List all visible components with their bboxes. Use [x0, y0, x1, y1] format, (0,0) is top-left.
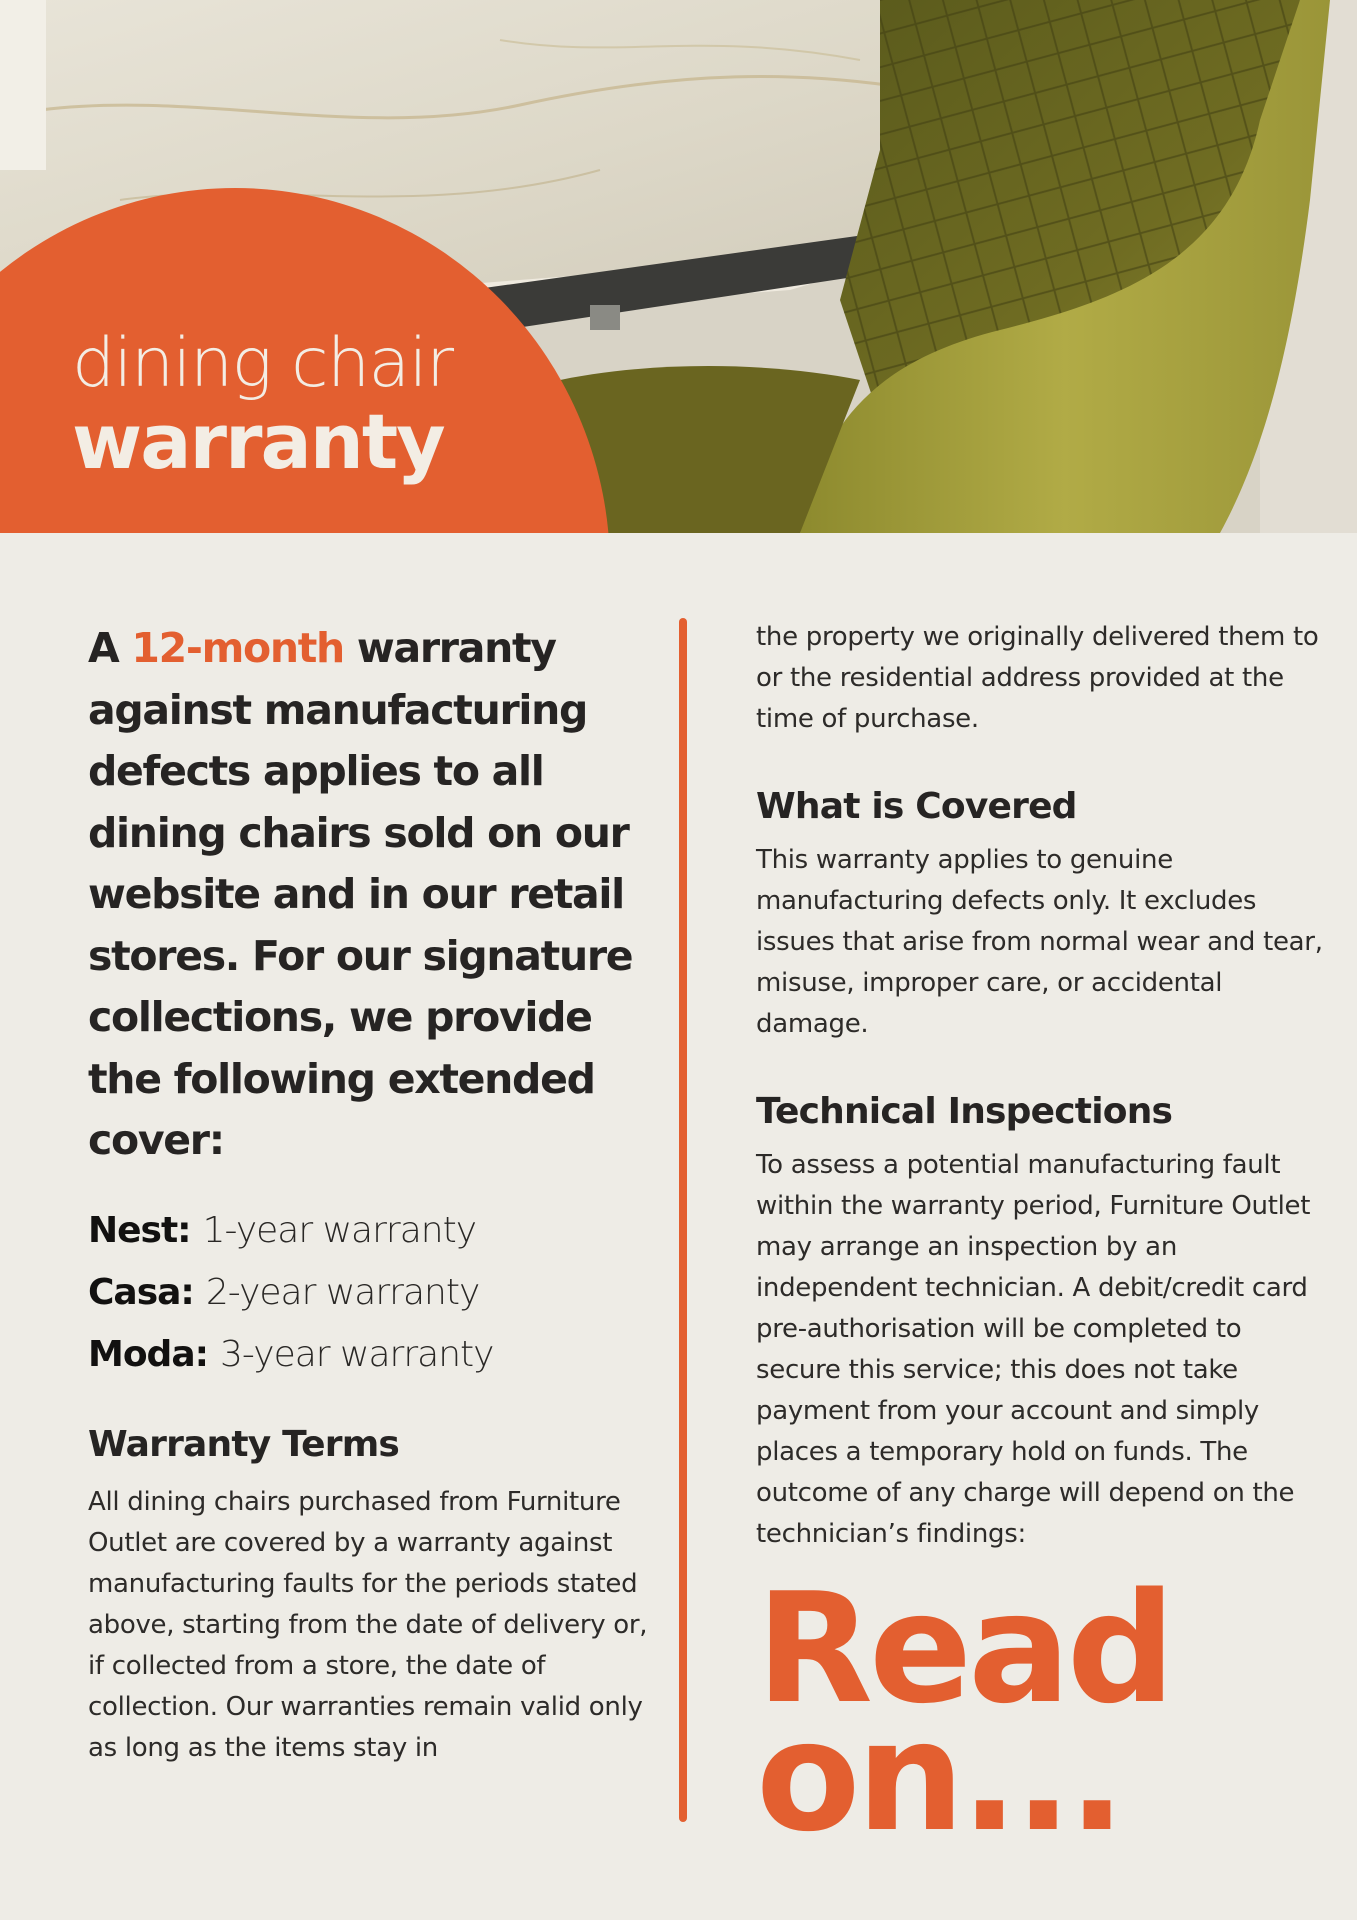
read-on-callout [756, 1560, 1326, 1865]
intro-statement [88, 618, 648, 1172]
title-line-2: warranty [72, 397, 444, 486]
warranty-terms-body: All dining chairs purchased from Furniture Outlet are covered by a warranty against manufacturing faults for the periods stated above, starting from the date of delivery or, if collected from a store, the date of collection. Our warranties remain valid only as long as the items stay in [88, 1486, 648, 1763]
collection-name: Nest: [88, 1209, 191, 1251]
warranty-terms-body-continued: the property we originally delivered them to or the residential address provided at the time of purchase. [756, 622, 1319, 734]
title-line-1: dining chair [72, 324, 453, 403]
collection-name: Moda: [88, 1333, 209, 1375]
collection-term: 2-year warranty [205, 1271, 480, 1313]
technical-inspections-heading: Technical Inspections [756, 1091, 1173, 1132]
technical-inspections-body: To assess a potential manufacturing fault within the warranty period, Furniture Outlet may arrange an inspection by an independent technician. A debit/credit card pre-authorisation will be completed to secure this service; this does not take payment from your account and simply places a temporary hold on funds. The outcome of any charge will depend on the technician’s findings: [756, 1150, 1311, 1549]
hero-banner [0, 0, 1357, 533]
intro-suffix: warranty against manufacturing defects applies to all dining chairs sold on our website and in our retail stores. For our signature collections, we provide the following extended cover: [88, 624, 633, 1164]
page-title [72, 324, 453, 486]
collection-item [88, 1200, 648, 1262]
left-column [88, 618, 648, 1769]
collection-term: 3-year warranty [220, 1333, 494, 1375]
collection-item [88, 1262, 648, 1324]
what-is-covered-heading: What is Covered [756, 786, 1077, 827]
column-divider [679, 618, 687, 1822]
collection-list [88, 1200, 648, 1386]
warranty-terms-heading: Warranty Terms [88, 1423, 400, 1465]
intro-highlight: 12-month [131, 624, 344, 672]
read-on-line-1: Read [756, 1560, 1172, 1737]
collection-name: Casa: [88, 1271, 194, 1313]
what-is-covered-body: This warranty applies to genuine manufacturing defects only. It excludes issues that arise from normal wear and tear, misuse, improper care, or accidental damage. [756, 845, 1323, 1039]
read-on-line-2: on... [756, 1688, 1122, 1865]
collection-item [88, 1324, 648, 1386]
collection-term: 1-year warranty [202, 1209, 476, 1251]
right-column [756, 617, 1326, 1865]
intro-prefix: A [88, 624, 132, 672]
